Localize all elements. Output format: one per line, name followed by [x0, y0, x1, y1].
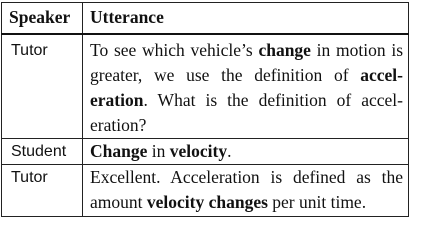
- bold-term: accel-eration: [90, 65, 403, 110]
- speaker-column-header: Speaker: [2, 3, 83, 35]
- utterance-cell: [83, 165, 409, 217]
- dialogue-table: [1, 2, 409, 217]
- utterance-text: in motion is greater, we use the definition of: [90, 40, 404, 85]
- utterance-text: in: [147, 141, 170, 161]
- table-row: [2, 165, 409, 217]
- header-row: [2, 3, 409, 35]
- bold-term: velocity: [169, 141, 228, 161]
- utterance-text: per unit time.: [267, 192, 367, 212]
- utterance-column-header: Utterance: [83, 3, 409, 35]
- table-row: [2, 139, 409, 165]
- utterance-text: .: [227, 141, 232, 161]
- bold-term: Change: [90, 141, 148, 161]
- speaker-cell: Student: [2, 139, 83, 165]
- utterance-text: . What is the definition of accel-eration?: [90, 90, 403, 135]
- speaker-cell: Tutor: [2, 34, 83, 139]
- table-row: [2, 34, 409, 139]
- bold-term: change: [258, 40, 311, 60]
- utterance-text: Excellent. Acceleration is defined as the amount: [90, 167, 403, 212]
- utterance-text: To see which vehicle’s: [90, 40, 259, 60]
- bold-term: velocity changes: [146, 192, 268, 212]
- speaker-cell: Tutor: [2, 165, 83, 217]
- utterance-cell: [83, 34, 409, 139]
- utterance-cell: [83, 139, 409, 165]
